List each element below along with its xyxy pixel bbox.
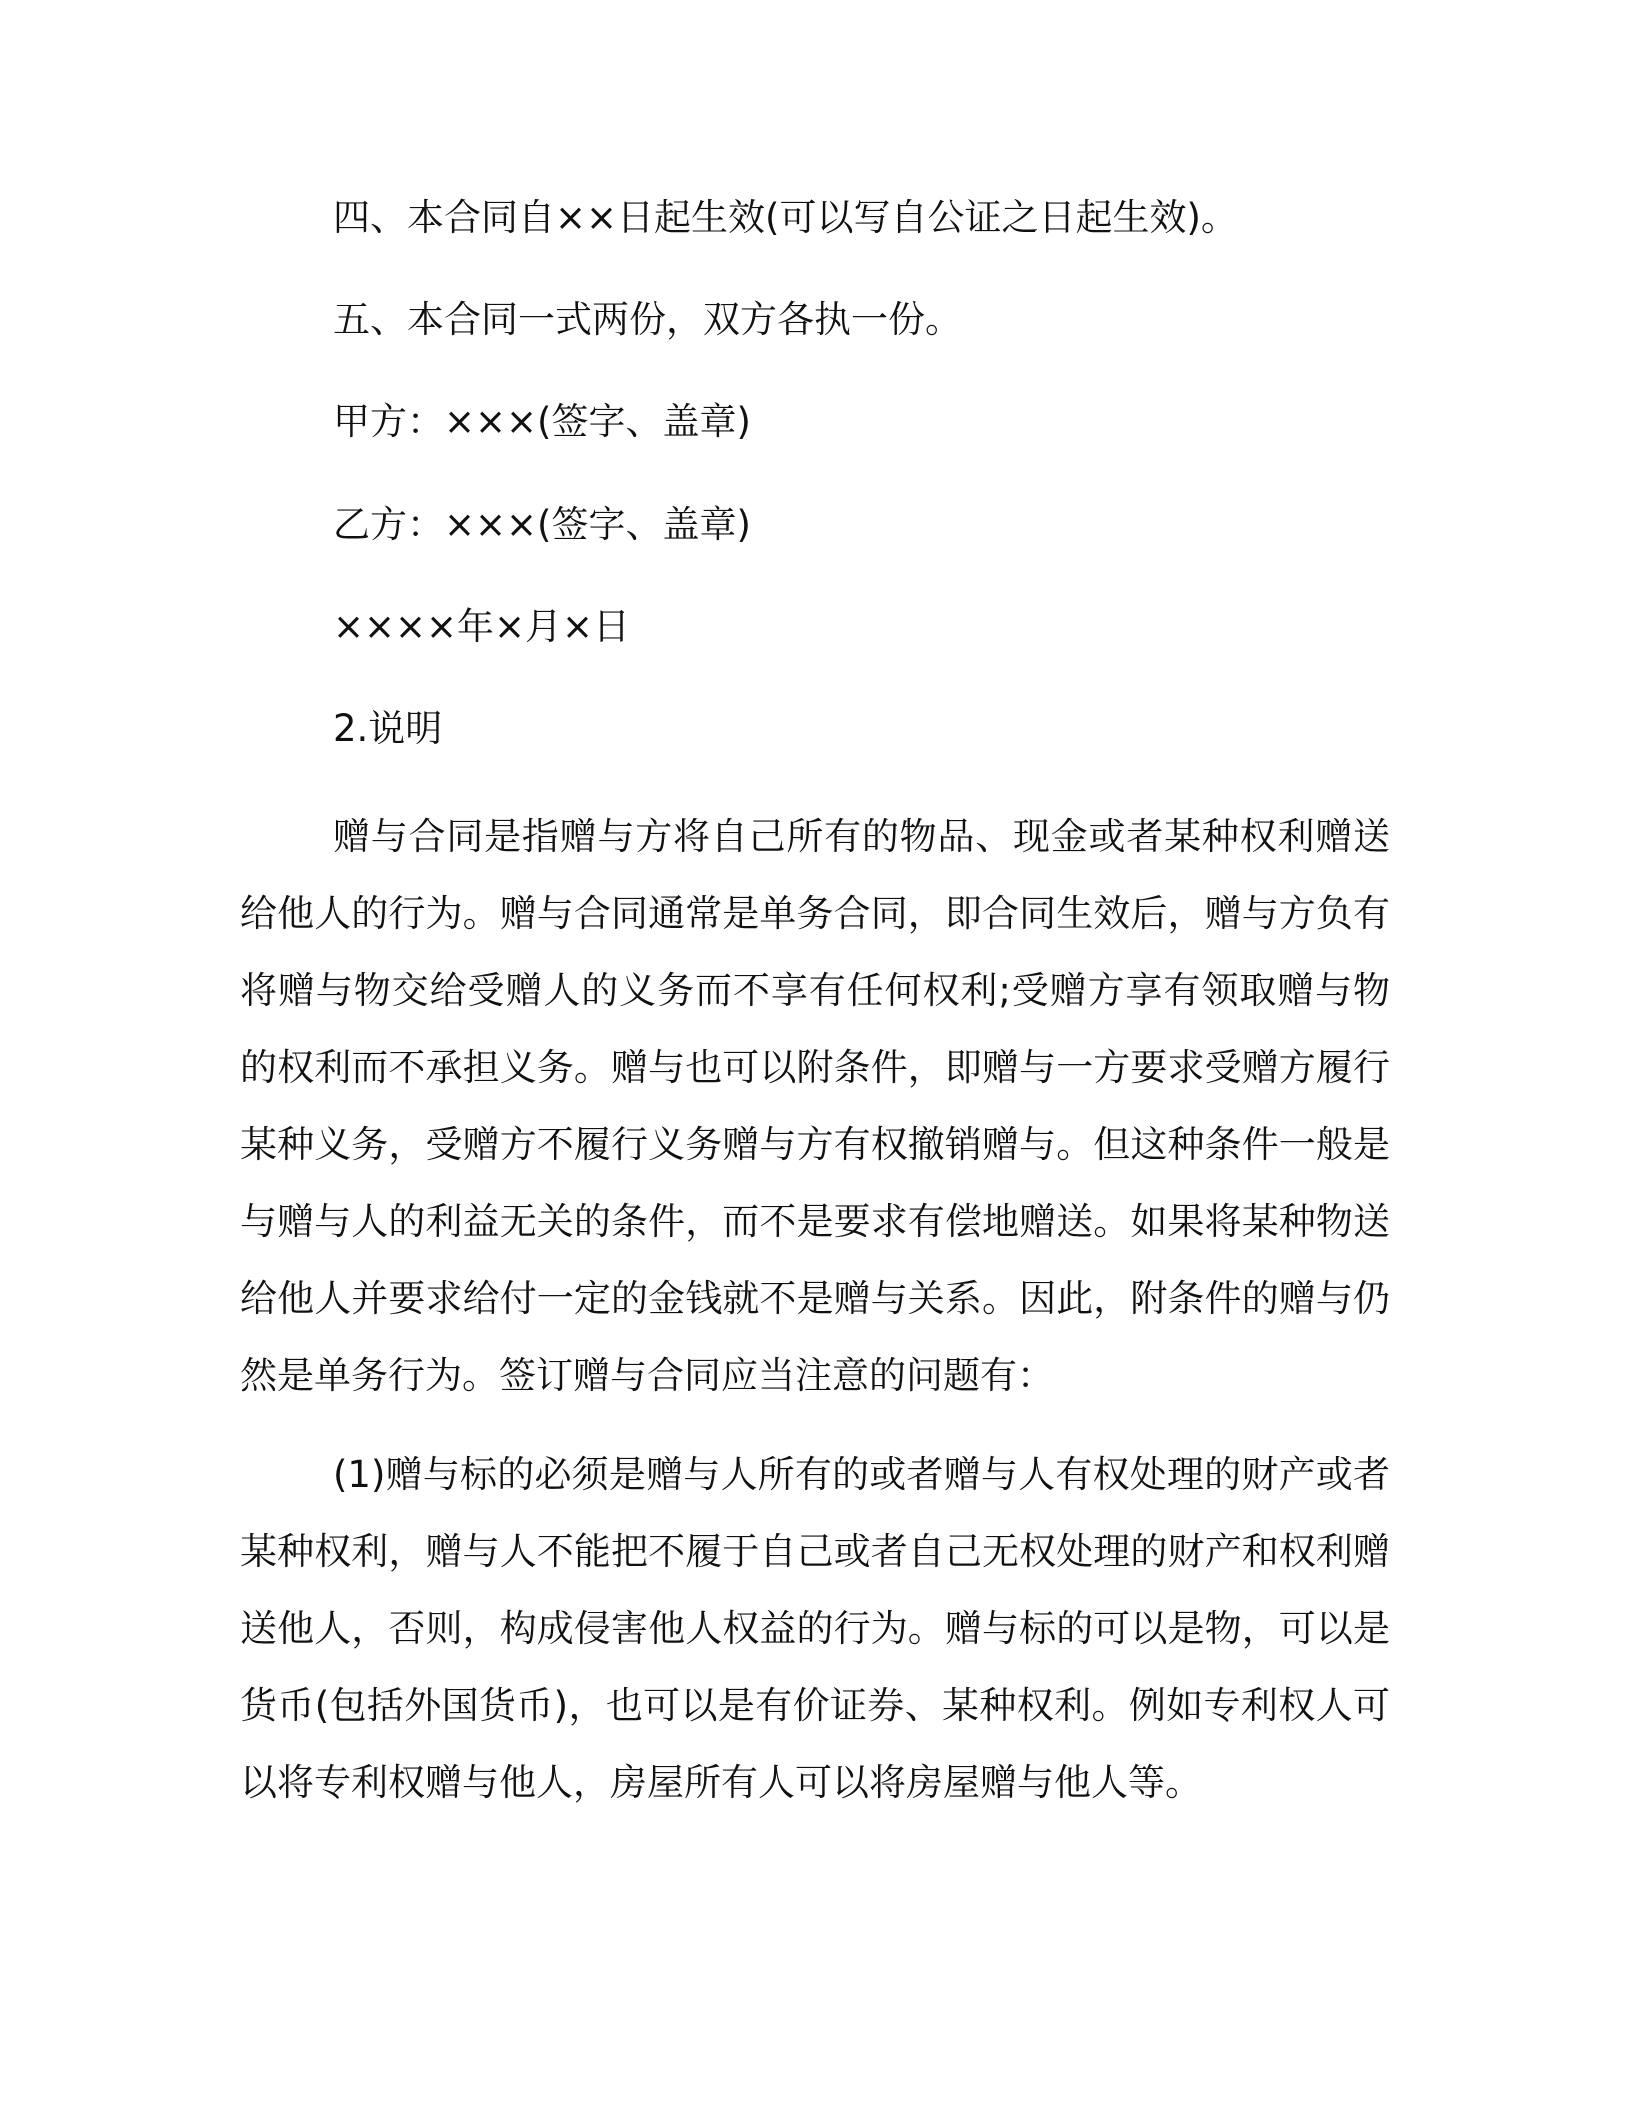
- section-heading: 2.说明: [333, 707, 443, 750]
- clause-five: 五、本合同一式两份，双方各执一份。: [333, 298, 962, 341]
- paragraph-explanation: 赠与合同是指赠与方将自己所有的物品、现金或者某种权利赠送给他人的行为。赠与合同通常是单务合同，即合同生效后，赠与方负有将赠与物交给受赠人的义务而不享有任何权利;受赠方享有领取赠与物的权利而不承担义务。赠与也可以附条件，即赠与一方要求受赠方履行某种义务，受赠方不履行义务赠与方有权撤销赠与。但这种条件一般是与赠与人的利益无关的条件，而不是要求有偿地赠送。如果将某种物送给他人并要求给付一定的金钱就不是赠与关系。因此，附条件的赠与仍然是单务行为。签订赠与合同应当注意的问题有：: [240, 815, 1390, 1397]
- clause-four: 四、本合同自××日起生效(可以写自公证之日起生效)。: [333, 196, 1238, 239]
- signature-date: ××××年×月×日: [333, 605, 631, 648]
- party-b-signature: 乙方：×××(签字、盖章): [333, 503, 751, 546]
- party-a-signature: 甲方：×××(签字、盖章): [333, 400, 751, 443]
- paragraph-item-1: (1)赠与标的必须是赠与人所有的或者赠与人有权处理的财产或者某种权利，赠与人不能把不履于自己或者自己无权处理的财产和权利赠送他人，否则，构成侵害他人权益的行为。赠与标的可以是物，可以是货币(包括外国货币)，也可以是有价证券、某种权利。例如专利权人可以将专利权赠与他人，房屋所有人可以将房屋赠与他人等。: [240, 1453, 1390, 1804]
